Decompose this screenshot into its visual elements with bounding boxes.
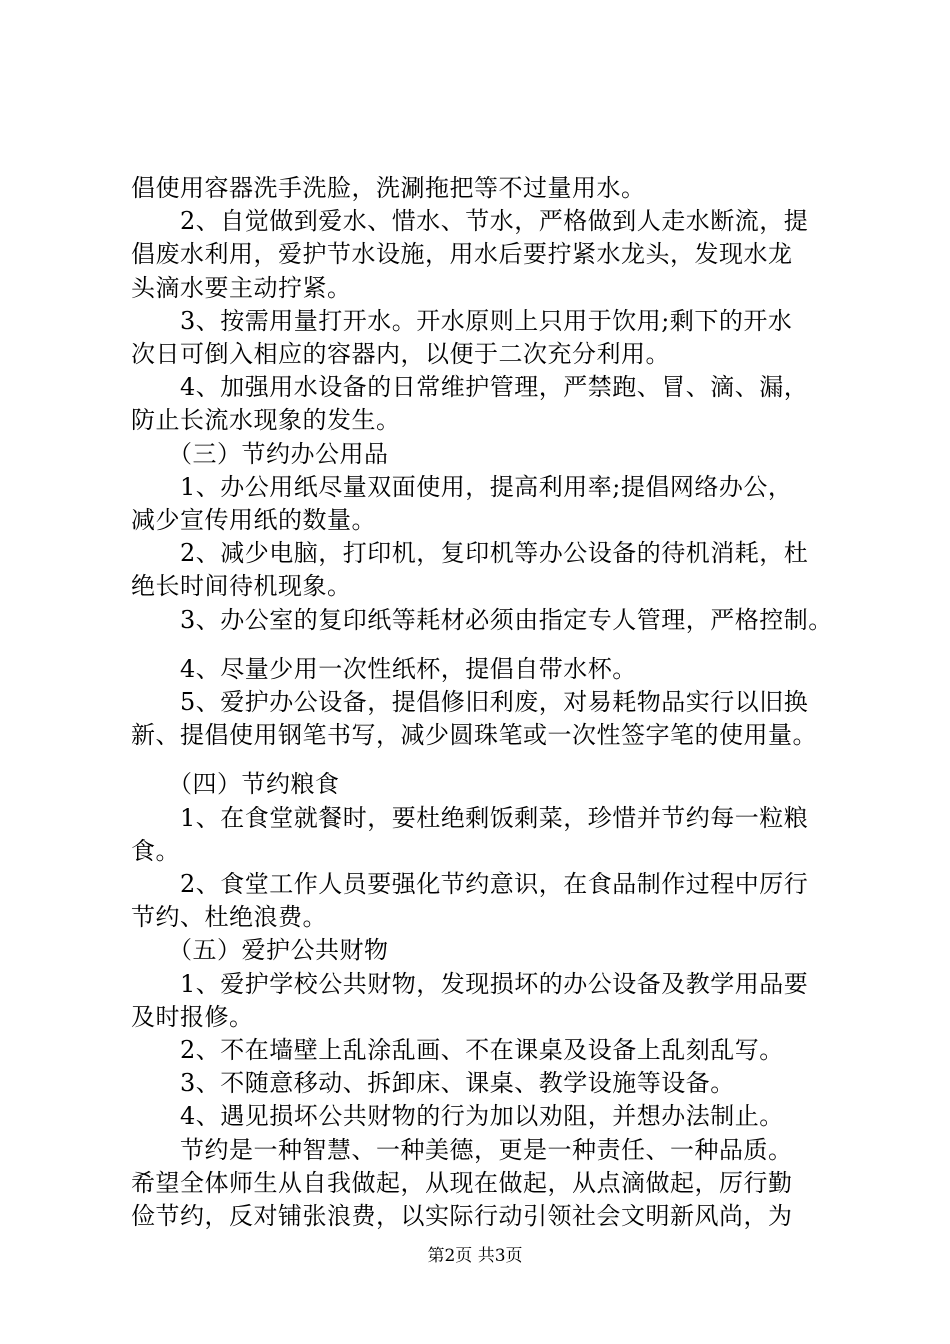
body-line: 俭节约，反对铺张浪费，以实际行动引领社会文明新风尚，为 [131,1202,793,1230]
section-heading: （五）爱护公共财物 [131,936,389,964]
body-line: 希望全体师生从自我做起，从现在做起，从点滴做起，厉行勤 [131,1169,793,1197]
body-line: 食。 [131,837,180,865]
body-line: 1、在食堂就餐时，要杜绝剩饭剩菜，珍惜并节约每一粒粮 [131,804,809,832]
body-line: 绝长时间待机现象。 [131,572,352,600]
body-line: 2、减少电脑，打印机，复印机等办公设备的待机消耗，杜 [131,539,809,567]
body-line: 减少宣传用纸的数量。 [131,506,376,534]
body-line: 防止长流水现象的发生。 [131,406,401,434]
body-line: 头滴水要主动拧紧。 [131,274,352,302]
body-line: 1、爱护学校公共财物，发现损坏的办公设备及教学用品要 [131,970,809,998]
body-line: 2、不在墙壁上乱涂乱画、不在课桌及设备上乱刻乱写。 [131,1036,784,1064]
body-line: 2、食堂工作人员要强化节约意识，在食品制作过程中厉行 [131,870,809,898]
body-line: 5、爱护办公设备，提倡修旧利废，对易耗物品实行以旧换 [131,688,809,716]
body-line: 次日可倒入相应的容器内，以便于二次充分利用。 [131,340,670,368]
section-heading: （四）节约粮食 [131,770,340,798]
body-line: 3、不随意移动、拆卸床、课桌、教学设施等设备。 [131,1069,735,1097]
body-line: 倡废水利用，爱护节水设施，用水后要拧紧水龙头，发现水龙 [131,240,793,268]
body-line: 3、按需用量打开水。开水原则上只用于饮用;剩下的开水 [131,307,793,335]
body-line: 4、遇见损坏公共财物的行为加以劝阻，并想办法制止。 [131,1102,784,1130]
body-line: 倡使用容器洗手洗脸，洗涮拖把等不过量用水。 [131,174,646,202]
body-line: 4、尽量少用一次性纸杯，提倡自带水杯。 [131,655,637,683]
body-line: 节约、杜绝浪费。 [131,903,327,931]
section-heading: （三）节约办公用品 [131,440,389,468]
body-line: 2、自觉做到爱水、惜水、节水，严格做到人走水断流，提 [131,207,809,235]
body-line: 1、办公用纸尽量双面使用，提高利用率;提倡网络办公， [131,473,793,501]
body-line: 4、加强用水设备的日常维护管理，严禁跑、冒、滴、漏， [131,373,809,401]
page-indicator: 第2页 共3页 [427,1246,523,1266]
body-line: 节约是一种智慧、一种美德，更是一种责任、一种品质。 [131,1136,793,1164]
body-line: 3、办公室的复印纸等耗材必须由指定专人管理，严格控制。 [131,606,833,634]
body-line: 新、提倡使用钢笔书写，减少圆珠笔或一次性签字笔的使用量。 [131,721,817,749]
body-line: 及时报修。 [131,1003,254,1031]
